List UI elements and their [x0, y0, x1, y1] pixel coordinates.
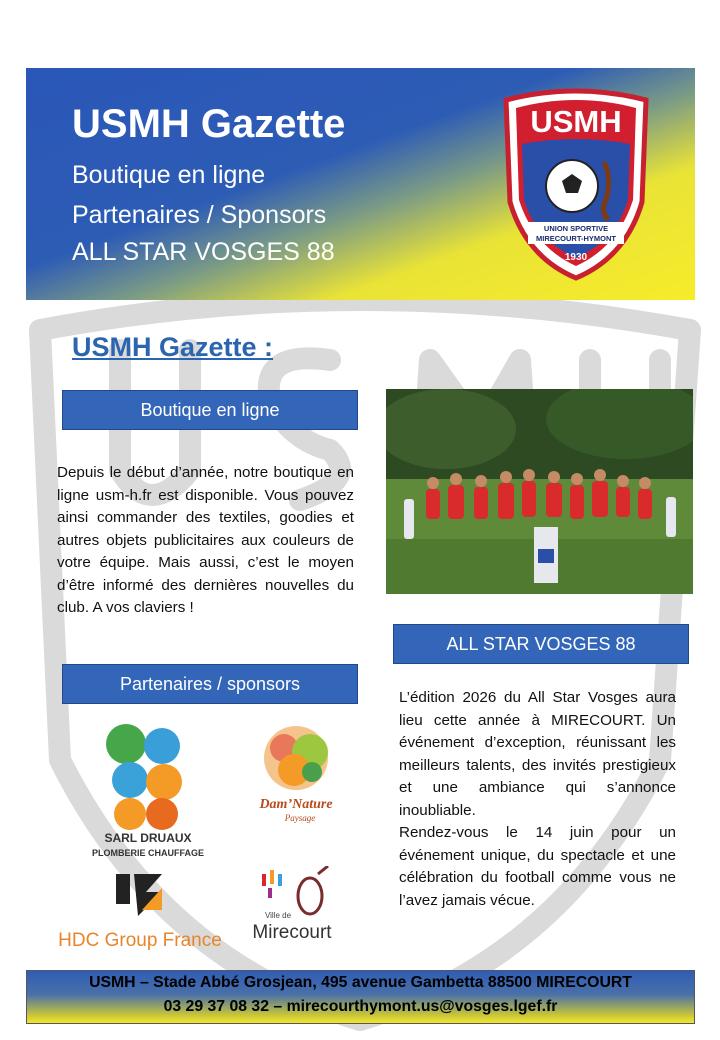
team-photo [386, 389, 693, 594]
partners-heading-box [62, 664, 358, 704]
crest-year: 1930 [564, 252, 588, 263]
mirecourt-prefix: Ville de [264, 911, 292, 920]
crest-name: USMH [530, 104, 622, 139]
header-title: USMH Gazette [72, 102, 346, 146]
mirecourt-name: Mirecourt [252, 922, 332, 943]
dam-nature-logo [246, 718, 346, 828]
boutique-heading: Boutique en ligne [140, 399, 280, 420]
dam-nature-activity: Paysage [284, 813, 316, 823]
club-crest-logo [496, 82, 656, 282]
partners-heading: Partenaires / sponsors [119, 673, 301, 694]
header-banner [26, 68, 695, 300]
boutique-text: Depuis le début d’année, notre boutique en ligne usm-h.fr est disponible. Vous pouvez ainsi commander des textiles, goodies et autres objets publicitaires aux couleurs de votre équipe. Mais aussi, c’est le moyen d’être informé des dernières nouvelles du club. A vos claviers ! [57, 464, 354, 616]
druaux-activity: PLOMBERIE CHAUFFAGE [91, 848, 205, 858]
allstar-heading-box [393, 624, 689, 664]
boutique-heading-box [62, 390, 358, 430]
crest-motto-1: UNION SPORTIVE [543, 224, 609, 233]
allstar-text [399, 687, 676, 912]
header-line-allstar: ALL STAR VOSGES 88 [72, 238, 335, 266]
footer-address: USMH – Stade Abbé Grosjean, 495 avenue Gambetta 88500 MIRECOURT [89, 974, 632, 991]
footer-contact [26, 970, 695, 1024]
mirecourt-logo [248, 866, 340, 950]
footer-phone-email: 03 29 37 08 32 – mirecourthymont.us@vosges.lgef.fr [163, 998, 558, 1015]
druaux-name: SARL DRUAUX [104, 831, 192, 845]
sarl-druaux-logo [78, 716, 218, 862]
crest-motto-2: MIRECOURT-HYMONT [536, 234, 616, 243]
header-line-boutique: Boutique en ligne [72, 161, 266, 189]
hdc-group-name: HDC Group France [58, 930, 222, 951]
dam-nature-name: Dam’Nature [259, 797, 333, 812]
allstar-paragraph-2: Rendez-vous le 14 juin pour un événement unique, du spectacle et une célébration du football comme vous ne l’avez jamais vécue. [399, 824, 676, 909]
header-line-partners: Partenaires / Sponsors [72, 201, 327, 229]
hdc-group-logo [50, 870, 230, 952]
allstar-paragraph-1: L’édition 2026 du All Star Vosges aura lieu cette année à MIRECOURT. Un événement d’exception, réunissant les meilleurs talents, des invités prestigieux et une ambiance qui s’annonce inoubliable. [399, 689, 676, 819]
section-title: USMH Gazette : [72, 332, 274, 362]
allstar-heading: ALL STAR VOSGES 88 [446, 633, 636, 654]
